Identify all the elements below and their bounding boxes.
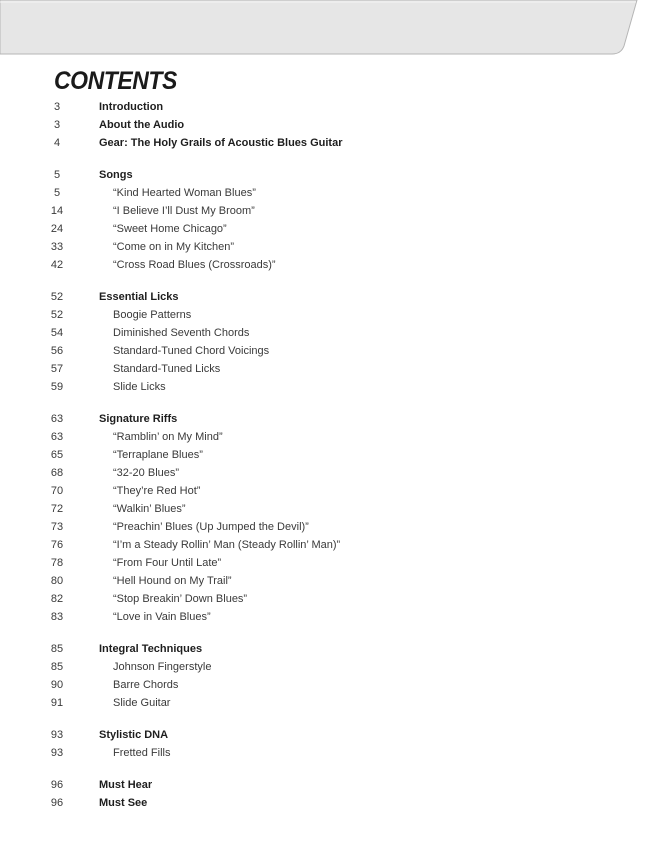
toc-subentry[interactable]: [0, 536, 648, 554]
toc-section-entry[interactable]: [0, 726, 648, 744]
toc-subentry[interactable]: [0, 554, 648, 572]
toc-subentry[interactable]: [0, 428, 648, 446]
toc-subentry[interactable]: [0, 658, 648, 676]
toc-page-number: 33: [50, 241, 64, 253]
toc-subentry[interactable]: [0, 694, 648, 712]
toc-section-entry[interactable]: [0, 116, 648, 134]
toc-entry-label: Gear: The Holy Grails of Acoustic Blues Guitar: [99, 137, 343, 149]
toc-subentry[interactable]: [0, 572, 648, 590]
page-title: CONTENTS: [54, 67, 177, 95]
toc-entry-label: “Kind Hearted Woman Blues”: [113, 187, 256, 199]
toc-page-number: 52: [50, 309, 64, 321]
toc-entry-label: Essential Licks: [99, 291, 179, 303]
toc-entry-label: “Cross Road Blues (Crossroads)”: [113, 259, 276, 271]
toc-entry-label: About the Audio: [99, 119, 185, 131]
toc-subentry[interactable]: [0, 482, 648, 500]
toc-entry-label: Diminished Seventh Chords: [113, 327, 250, 339]
toc-entry-label: Barre Chords: [113, 679, 179, 691]
toc-page-number: 3: [53, 119, 61, 131]
toc-page-number: 3: [53, 101, 61, 113]
toc-page-number: 63: [50, 413, 64, 425]
toc-entry-label: Songs: [99, 169, 133, 181]
toc-page-number: 93: [50, 747, 64, 759]
toc-section-entry[interactable]: [0, 410, 648, 428]
toc-page-number: 59: [50, 381, 64, 393]
toc-subentry[interactable]: [0, 608, 648, 626]
header-banner: [0, 0, 648, 56]
toc-group: [0, 288, 648, 396]
toc-subentry[interactable]: [0, 500, 648, 518]
toc-subentry[interactable]: [0, 342, 648, 360]
toc-section-entry[interactable]: [0, 640, 648, 658]
toc-group: [0, 776, 648, 812]
toc-page-number: 91: [50, 697, 64, 709]
toc-section-entry[interactable]: [0, 98, 648, 116]
toc-page-number: 52: [50, 291, 64, 303]
toc-entry-label: Slide Guitar: [113, 697, 171, 709]
toc-entry-label: Integral Techniques: [99, 643, 203, 655]
toc-subentry[interactable]: [0, 202, 648, 220]
toc-entry-label: “Love in Vain Blues”: [113, 611, 211, 623]
toc-entry-label: “32-20 Blues”: [113, 467, 180, 479]
toc-section-entry[interactable]: [0, 288, 648, 306]
toc-subentry[interactable]: [0, 306, 648, 324]
toc-section-entry[interactable]: [0, 776, 648, 794]
toc-entry-label: “Preachin’ Blues (Up Jumped the Devil)”: [113, 521, 309, 533]
toc-page-number: 56: [50, 345, 64, 357]
toc-entry-label: “Walkin’ Blues”: [113, 503, 186, 515]
toc-page-number: 24: [50, 223, 64, 235]
toc-subentry[interactable]: [0, 378, 648, 396]
toc-page-number: 14: [50, 205, 64, 217]
toc-page-number: 70: [50, 485, 64, 497]
toc-entry-label: Boogie Patterns: [113, 309, 192, 321]
toc-entry-label: “Hell Hound on My Trail”: [113, 575, 232, 587]
toc-entry-label: “Terraplane Blues”: [113, 449, 203, 461]
toc-page-number: 42: [50, 259, 64, 271]
toc-page-number: 96: [50, 797, 64, 809]
toc-entry-label: Stylistic DNA: [99, 729, 169, 741]
toc-subentry[interactable]: [0, 220, 648, 238]
toc-page-number: 73: [50, 521, 64, 533]
toc-group: [0, 98, 648, 152]
toc-subentry[interactable]: [0, 744, 648, 762]
toc-page-number: 4: [53, 137, 61, 149]
toc-page-number: 93: [50, 729, 64, 741]
toc-subentry[interactable]: [0, 184, 648, 202]
toc-group: [0, 410, 648, 626]
toc-subentry[interactable]: [0, 518, 648, 536]
toc-subentry[interactable]: [0, 256, 648, 274]
toc-entry-label: Standard-Tuned Chord Voicings: [113, 345, 270, 357]
toc-entry-label: Johnson Fingerstyle: [113, 661, 212, 673]
toc-subentry[interactable]: [0, 590, 648, 608]
toc-page-number: 5: [53, 187, 61, 199]
toc-page-number: 76: [50, 539, 64, 551]
toc-entry-label: Fretted Fills: [113, 747, 171, 759]
toc-entry-label: Must See: [99, 797, 148, 809]
toc-subentry[interactable]: [0, 464, 648, 482]
toc-page-number: 54: [50, 327, 64, 339]
toc-page-number: 65: [50, 449, 64, 461]
toc-subentry[interactable]: [0, 676, 648, 694]
toc-section-entry[interactable]: [0, 134, 648, 152]
toc-page-number: 72: [50, 503, 64, 515]
toc-entry-label: Slide Licks: [113, 381, 166, 393]
table-of-contents: [0, 98, 648, 826]
toc-page-number: 85: [50, 643, 64, 655]
toc-page-number: 5: [53, 169, 61, 181]
toc-entry-label: “Sweet Home Chicago”: [113, 223, 227, 235]
toc-entry-label: “I Believe I’ll Dust My Broom”: [113, 205, 255, 217]
toc-page-number: 82: [50, 593, 64, 605]
toc-entry-label: Standard-Tuned Licks: [113, 363, 221, 375]
toc-group: [0, 166, 648, 274]
header-banner-shape: [0, 0, 637, 54]
toc-page-number: 80: [50, 575, 64, 587]
toc-subentry[interactable]: [0, 360, 648, 378]
toc-page-number: 78: [50, 557, 64, 569]
toc-entry-label: “Stop Breakin’ Down Blues”: [113, 593, 248, 605]
toc-entry-label: “They’re Red Hot”: [113, 485, 201, 497]
toc-entry-label: “I’m a Steady Rollin’ Man (Steady Rollin’ Man)”: [113, 539, 341, 551]
toc-subentry[interactable]: [0, 324, 648, 342]
toc-page-number: 63: [50, 431, 64, 443]
toc-page-number: 85: [50, 661, 64, 673]
toc-page-number: 57: [50, 363, 64, 375]
toc-entry-label: “Ramblin’ on My Mind”: [113, 431, 223, 443]
toc-entry-label: “Come on in My Kitchen”: [113, 241, 235, 253]
toc-page-number: 90: [50, 679, 64, 691]
toc-entry-label: “From Four Until Late”: [113, 557, 222, 569]
toc-entry-label: Must Hear: [99, 779, 153, 791]
toc-subentry[interactable]: [0, 238, 648, 256]
toc-page-number: 68: [50, 467, 64, 479]
toc-group: [0, 640, 648, 712]
toc-page-number: 96: [50, 779, 64, 791]
toc-section-entry[interactable]: [0, 166, 648, 184]
toc-page-number: 83: [50, 611, 64, 623]
toc-entry-label: Signature Riffs: [99, 413, 178, 425]
toc-subentry[interactable]: [0, 446, 648, 464]
toc-group: [0, 726, 648, 762]
toc-section-entry[interactable]: [0, 794, 648, 812]
toc-entry-label: Introduction: [99, 101, 164, 113]
